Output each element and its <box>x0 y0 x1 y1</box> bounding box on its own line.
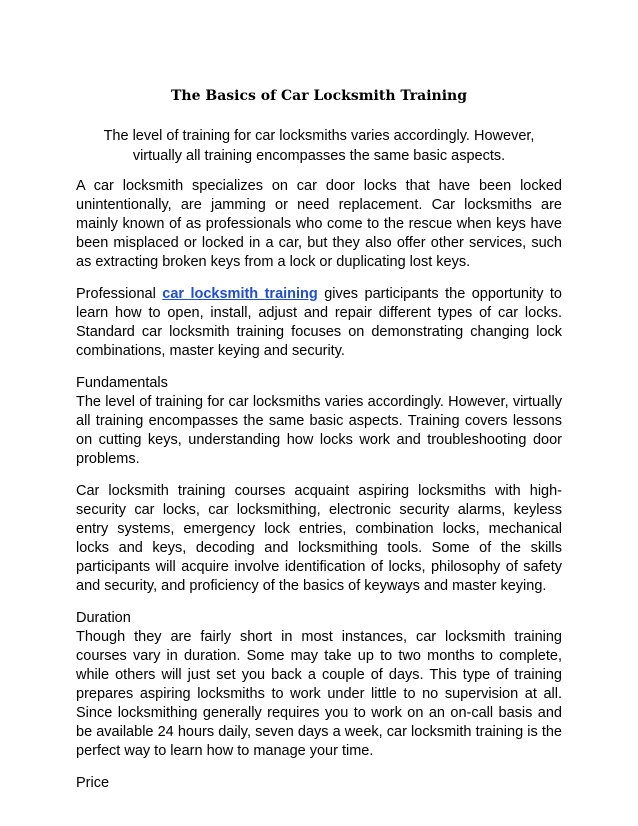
paragraph-intro: A car locksmith specializes on car door locks that have been locked unintentionally, are jamming or need replacement. Car locksmiths are mainly known of as professionals who come to the rescue when keys have been misplaced or locked in a car, but they also offer other services, such as extracting broken keys from a lock or duplicating lost keys. <box>76 178 562 270</box>
duration-heading: Duration <box>76 610 131 626</box>
document-title: The Basics of Car Locksmith Training <box>170 88 468 104</box>
paragraph-text: gives participants the opportunity to learn how to open, install, adjust and repair different types of car locks. Standard car locksmith training focuses on demonstrating changing lock combinations, master keying and security. <box>76 286 562 359</box>
document-body <box>76 177 562 806</box>
fundamentals-heading: Fundamentals <box>76 375 168 391</box>
paragraph-text: Professional <box>76 286 163 302</box>
section-duration <box>76 609 562 761</box>
paragraph-courses: Car locksmith training courses acquaint aspiring locksmiths with high-security car locks, car locksmithing, electronic security alarms, keyless entry systems, emergency lock entries, combination locks, mechanical locks and keys, decoding and locksmithing tools. Some of the skills participants will acquire involve identification of locks, philosophy of safety and security, and proficiency of the basics of keyways and master keying. <box>76 483 562 594</box>
car-locksmith-training-link[interactable]: car locksmith training <box>162 286 318 302</box>
document-subtitle: The level of training for car locksmiths varies accordingly. However, virtually all training encompasses the same basic aspects. <box>103 128 535 164</box>
section-fundamentals <box>76 374 562 469</box>
paragraph-professional-training <box>76 285 562 361</box>
paragraph-duration: Though they are fairly short in most instances, car locksmith training courses vary in duration. Some may take up to two months to complete, while others will just set you back a couple of days. This type of training prepares aspiring locksmiths to work under little to no supervision at all. Since locksmithing generally requires you to work on an on-call basis and be available 24 hours daily, seven days a week, car locksmith training is the perfect way to learn how to manage your time. <box>76 629 562 759</box>
price-heading: Price <box>76 775 110 791</box>
paragraph-fundamentals: The level of training for car locksmiths varies accordingly. However, virtually all training encompasses the same basic aspects. Training covers lessons on cutting keys, understanding how locks work and troubleshooting door problems. <box>76 394 562 467</box>
